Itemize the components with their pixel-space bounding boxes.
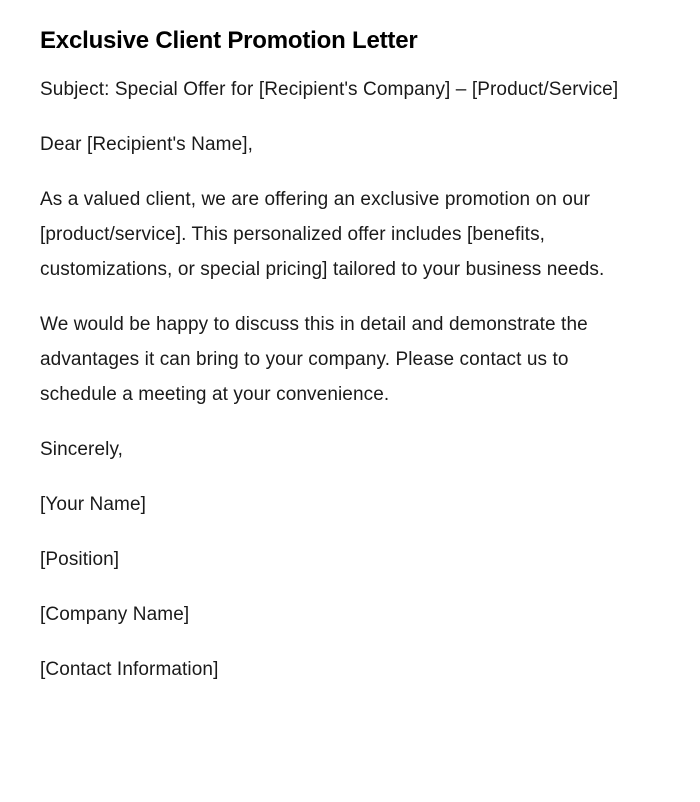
signature-name: [Your Name] xyxy=(40,494,147,515)
body-paragraph-meeting: We would be happy to discuss this in detail and demonstrate the advantages it can bring to your company. Please contact us to schedule a meeting at your convenience. xyxy=(40,314,588,405)
document-title: Exclusive Client Promotion Letter xyxy=(40,27,418,54)
signature-position: [Position] xyxy=(40,549,120,570)
signature-contact: [Contact Information] xyxy=(40,659,219,680)
subject-line: Subject: Special Offer for [Recipient's Company] – [Product/Service] xyxy=(40,79,619,100)
body-paragraph-offer: As a valued client, we are offering an exclusive promotion on our [product/service]. This personalized offer includes [benefits, customizations, or special pricing] tailored to your business needs. xyxy=(40,189,605,280)
signature-company: [Company Name] xyxy=(40,604,190,625)
closing: Sincerely, xyxy=(40,439,124,460)
salutation: Dear [Recipient's Name], xyxy=(40,134,253,155)
letter-document xyxy=(40,24,640,707)
